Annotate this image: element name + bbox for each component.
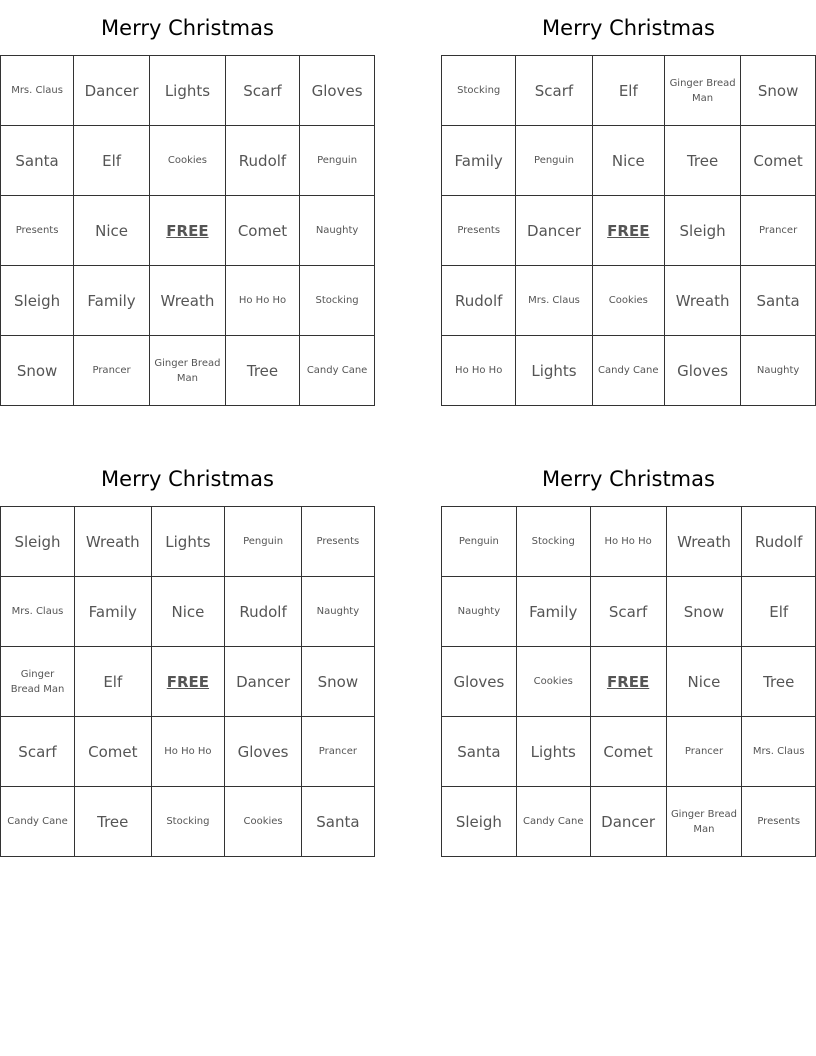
bingo-cell: Naughty xyxy=(741,336,816,406)
bingo-cell: Penguin xyxy=(300,126,375,196)
grid-row xyxy=(1,717,375,787)
bingo-cell: Lights xyxy=(151,507,225,577)
bingo-cell: Presents xyxy=(1,196,74,266)
grid-row xyxy=(442,507,816,577)
bingo-cell: Stocking xyxy=(516,507,590,577)
bingo-cell: Wreath xyxy=(664,266,740,336)
bingo-cell: Lights xyxy=(516,336,592,406)
bingo-cell: Penguin xyxy=(516,126,592,196)
free-space-cell: FREE xyxy=(150,196,226,266)
bingo-cell: Lights xyxy=(150,56,226,126)
bingo-cell: Mrs. Claus xyxy=(516,266,592,336)
bingo-cell: Ho Ho Ho xyxy=(590,507,666,577)
grid-row xyxy=(1,577,375,647)
bingo-cell: Sleigh xyxy=(442,787,517,857)
card-title: Merry Christmas xyxy=(101,467,274,491)
bingo-cell: Prancer xyxy=(301,717,374,787)
bingo-cell: Dancer xyxy=(225,647,302,717)
bingo-cell: Dancer xyxy=(516,196,592,266)
bingo-cell: Penguin xyxy=(225,507,302,577)
bingo-cell: Tree xyxy=(75,787,152,857)
bingo-cell: Cookies xyxy=(150,126,226,196)
bingo-cell: Gloves xyxy=(300,56,375,126)
bingo-cell: Naughty xyxy=(301,577,374,647)
card-title: Merry Christmas xyxy=(101,16,274,40)
bingo-cell: Tree xyxy=(225,336,299,406)
grid-row xyxy=(1,266,375,336)
bingo-cell: Candy Cane xyxy=(592,336,664,406)
bingo-cell: Scarf xyxy=(1,717,75,787)
bingo-cell: Rudolf xyxy=(225,126,299,196)
bingo-cell: Dancer xyxy=(590,787,666,857)
free-space-cell: FREE xyxy=(592,196,664,266)
bingo-cell: Sleigh xyxy=(1,507,75,577)
bingo-cell: Rudolf xyxy=(742,507,816,577)
bingo-cell: Stocking xyxy=(300,266,375,336)
bingo-grid xyxy=(441,506,816,857)
bingo-cell: Snow xyxy=(741,56,816,126)
bingo-cell: Ho Ho Ho xyxy=(151,717,225,787)
grid-row xyxy=(442,126,816,196)
free-space-cell: FREE xyxy=(590,647,666,717)
bingo-cell: Santa xyxy=(301,787,374,857)
bingo-cell: Comet xyxy=(741,126,816,196)
bingo-cell: Snow xyxy=(666,577,742,647)
bingo-cell: Gloves xyxy=(225,717,302,787)
bingo-grid xyxy=(0,506,375,857)
bingo-cell: Ginger Bread Man xyxy=(664,56,740,126)
grid-row xyxy=(442,336,816,406)
bingo-cell: Lights xyxy=(516,717,590,787)
bingo-cell: Sleigh xyxy=(664,196,740,266)
card-title: Merry Christmas xyxy=(542,16,715,40)
bingo-cell: Tree xyxy=(742,647,816,717)
bingo-cell: Ho Ho Ho xyxy=(442,336,516,406)
bingo-cell: Gloves xyxy=(442,647,517,717)
bingo-grid xyxy=(441,55,816,406)
bingo-cell: Sleigh xyxy=(1,266,74,336)
free-space-cell: FREE xyxy=(151,647,225,717)
bingo-cell: Tree xyxy=(664,126,740,196)
grid-row xyxy=(1,787,375,857)
bingo-cell: Penguin xyxy=(442,507,517,577)
grid-row xyxy=(1,336,375,406)
bingo-cell: Comet xyxy=(225,196,299,266)
bingo-cell: Elf xyxy=(74,126,150,196)
bingo-cell: Family xyxy=(75,577,152,647)
bingo-cell: Prancer xyxy=(741,196,816,266)
grid-row xyxy=(442,196,816,266)
bingo-cell: Rudolf xyxy=(225,577,302,647)
bingo-cell: Wreath xyxy=(666,507,742,577)
bingo-cell: Rudolf xyxy=(442,266,516,336)
bingo-cell: Prancer xyxy=(74,336,150,406)
bingo-cell: Candy Cane xyxy=(1,787,75,857)
grid-row xyxy=(442,787,816,857)
bingo-cell: Cookies xyxy=(225,787,302,857)
bingo-cell: Nice xyxy=(592,126,664,196)
bingo-cell: Family xyxy=(74,266,150,336)
bingo-cell: Dancer xyxy=(74,56,150,126)
grid-row xyxy=(1,507,375,577)
grid-row xyxy=(442,266,816,336)
bingo-cell: Nice xyxy=(666,647,742,717)
bingo-cell: Elf xyxy=(742,577,816,647)
grid-row xyxy=(442,717,816,787)
bingo-cell: Presents xyxy=(742,787,816,857)
bingo-cell: Stocking xyxy=(151,787,225,857)
bingo-cell: Ginger Bread Man xyxy=(150,336,226,406)
bingo-cell: Snow xyxy=(301,647,374,717)
bingo-cell: Nice xyxy=(151,577,225,647)
bingo-cell: Candy Cane xyxy=(300,336,375,406)
bingo-cell: Comet xyxy=(75,717,152,787)
bingo-cell: Santa xyxy=(1,126,74,196)
bingo-cell: Cookies xyxy=(592,266,664,336)
bingo-cell: Scarf xyxy=(225,56,299,126)
bingo-cell: Prancer xyxy=(666,717,742,787)
bingo-cell: Santa xyxy=(442,717,517,787)
bingo-cell: Presents xyxy=(301,507,374,577)
bingo-cell: Stocking xyxy=(442,56,516,126)
bingo-cell: Elf xyxy=(592,56,664,126)
bingo-cell: Gloves xyxy=(664,336,740,406)
bingo-cell: Santa xyxy=(741,266,816,336)
bingo-cell: Naughty xyxy=(300,196,375,266)
bingo-cell: Ginger Bread Man xyxy=(666,787,742,857)
bingo-cell: Elf xyxy=(75,647,152,717)
grid-row xyxy=(442,577,816,647)
grid-row xyxy=(1,126,375,196)
bingo-cell: Ho Ho Ho xyxy=(225,266,299,336)
bingo-cell: Nice xyxy=(74,196,150,266)
bingo-cell: Mrs. Claus xyxy=(1,56,74,126)
bingo-cell: Scarf xyxy=(516,56,592,126)
grid-row xyxy=(442,647,816,717)
card-title: Merry Christmas xyxy=(542,467,715,491)
grid-row xyxy=(1,56,375,126)
bingo-cell: Wreath xyxy=(150,266,226,336)
bingo-cell: Family xyxy=(442,126,516,196)
bingo-cell: Family xyxy=(516,577,590,647)
bingo-cell: Scarf xyxy=(590,577,666,647)
bingo-cell: Naughty xyxy=(442,577,517,647)
bingo-cell: Wreath xyxy=(75,507,152,577)
grid-row xyxy=(442,56,816,126)
grid-row xyxy=(1,647,375,717)
bingo-cell: Ginger Bread Man xyxy=(1,647,75,717)
bingo-cell: Comet xyxy=(590,717,666,787)
bingo-cell: Mrs. Claus xyxy=(742,717,816,787)
bingo-cell: Mrs. Claus xyxy=(1,577,75,647)
bingo-grid xyxy=(0,55,375,406)
bingo-cell: Snow xyxy=(1,336,74,406)
grid-row xyxy=(1,196,375,266)
bingo-cell: Candy Cane xyxy=(516,787,590,857)
bingo-cell: Presents xyxy=(442,196,516,266)
bingo-cell: Cookies xyxy=(516,647,590,717)
